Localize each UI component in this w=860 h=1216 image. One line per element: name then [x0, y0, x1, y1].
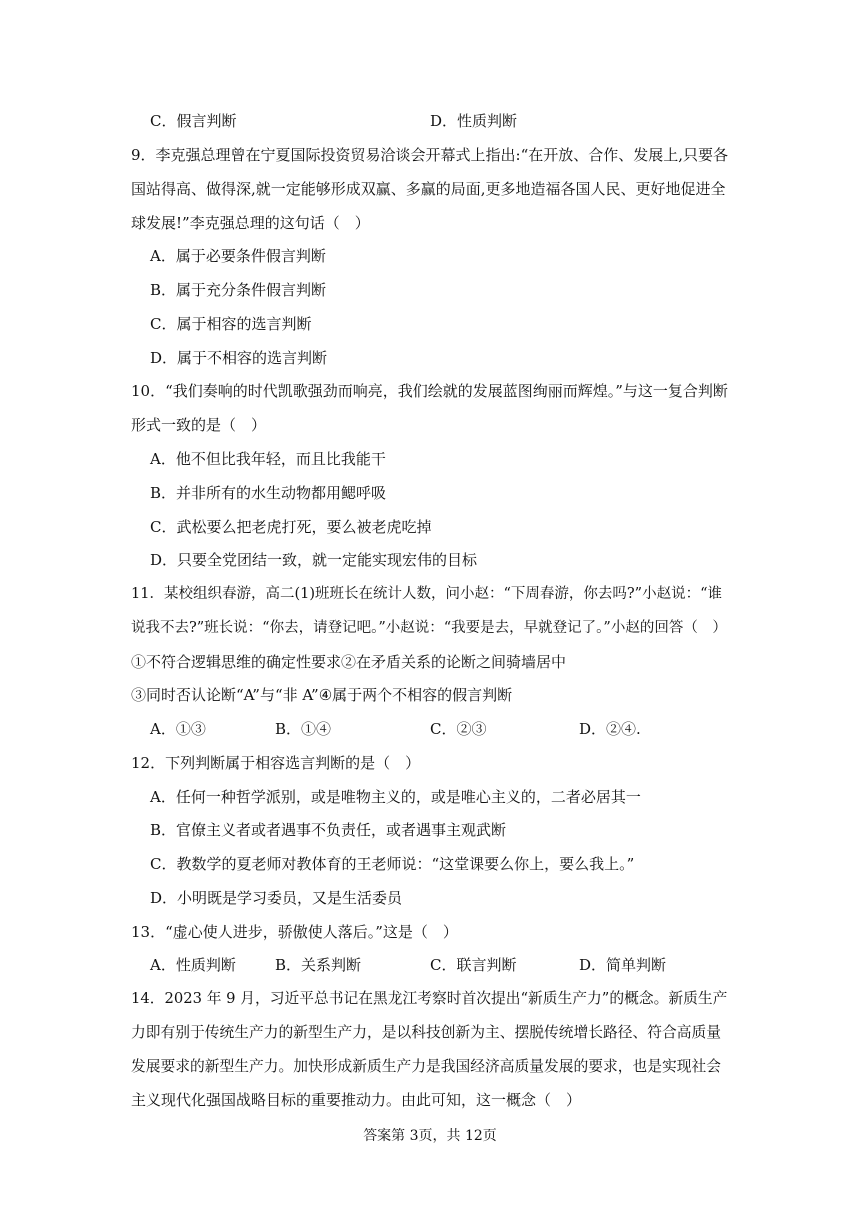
question-12-option-d: D．小明既是学习委员，又是生活委员	[150, 889, 403, 907]
question-10-option-c: C．武松要么把老虎打死，要么被老虎吃掉	[150, 518, 432, 536]
question-11-options	[150, 719, 710, 739]
option-c: C．假言判断	[150, 112, 237, 130]
question-11-line-1: 11．某校组织春游，高二(1)班班长在统计人数，问小赵：“下周春游，你去吗?”小赵说：“谁	[131, 586, 722, 602]
question-9-line-3: 球发展!”李克强总理的这句话（ ）	[131, 214, 370, 232]
question-12-option-a: A．任何一种哲学派别，或是唯物主义的，或是唯心主义的，二者必居其一	[150, 788, 641, 806]
question-11-line-4: ③同时否认论断“A”与“非 A”④属于两个不相容的假言判断	[131, 686, 513, 704]
option-d: D．②④.	[579, 720, 641, 738]
option-a: A．性质判断	[150, 956, 236, 974]
question-12-option-b: B．官僚主义者或者遇事不负责任，或者遇事主观武断	[150, 821, 507, 839]
question-10-line-2: 形式一致的是（ ）	[131, 416, 267, 434]
question-14-line-2: 力即有别于传统生产力的新型生产力，是以科技创新为主、摆脱传统增长路径、符合高质量	[131, 1024, 721, 1041]
option-b: B．关系判断	[275, 956, 362, 974]
question-10-option-b: B．并非所有的水生动物都用鳃呼吸	[150, 484, 387, 502]
question-12-option-c: C．教数学的夏老师对教体育的王老师说：“这堂课要么你上，要么我上。”	[150, 855, 635, 873]
option-c: C．联言判断	[430, 956, 517, 974]
question-11-line-2: 说我不去?”班长说：“你去，请登记吧。”小赵说：“我要是去，早就登记了。”小赵的回答（ ）	[131, 620, 727, 636]
option-d: D．性质判断	[430, 112, 518, 130]
question-8-options	[150, 111, 710, 131]
question-10-option-a: A．他不但比我年轻，而且比我能干	[150, 450, 386, 468]
question-9-option-d: D．属于不相容的选言判断	[150, 349, 328, 367]
question-13-options	[150, 955, 710, 975]
question-9-option-b: B．属于充分条件假言判断	[150, 281, 327, 299]
question-14-line-1: 14．2023 年 9 月，习近平总书记在黑龙江考察时首次提出“新质生产力”的概念。新质生产	[131, 990, 728, 1007]
question-11-line-3: ①不符合逻辑思维的确定性要求②在矛盾关系的论断之间骑墙居中	[131, 653, 567, 671]
question-13-line-1: 13．“虚心使人进步，骄傲使人落后。”这是（ ）	[131, 923, 458, 941]
question-9-option-c: C．属于相容的选言判断	[150, 315, 312, 333]
question-10-line-1: 10．“我们奏响的时代凯歌强劲而响亮，我们绘就的发展蓝图绚丽而辉煌。”与这一复合判断	[131, 382, 728, 400]
question-14-line-4: 主义现代化强国战略目标的重要推动力。由此可知，这一概念（ ）	[131, 1091, 582, 1109]
question-10-option-d: D．只要全党团结一致，就一定能实现宏伟的目标	[150, 551, 478, 569]
option-a: A．①③	[150, 720, 206, 738]
question-9-line-2: 国站得高、做得深,就一定能够形成双赢、多赢的局面,更多地造福各国人民、更好地促进全	[131, 180, 726, 198]
option-b: B．①④	[275, 720, 332, 738]
question-12-line-1: 12．下列判断属于相容选言判断的是（ ）	[131, 754, 421, 772]
option-d: D．简单判断	[579, 956, 667, 974]
question-9-option-a: A．属于必要条件假言判断	[150, 247, 326, 265]
page-footer: 答案第 3页，共 12页	[363, 1128, 497, 1144]
question-9-line-1: 9．李克强总理曾在宁夏国际投资贸易洽谈会开幕式上指出:“在开放、合作、发展上,只要各	[131, 146, 729, 164]
option-c: C．②③	[430, 720, 487, 738]
question-14-line-3: 发展要求的新型生产力。加快形成新质生产力是我国经济高质量发展的要求，也是实现社会	[131, 1058, 721, 1075]
